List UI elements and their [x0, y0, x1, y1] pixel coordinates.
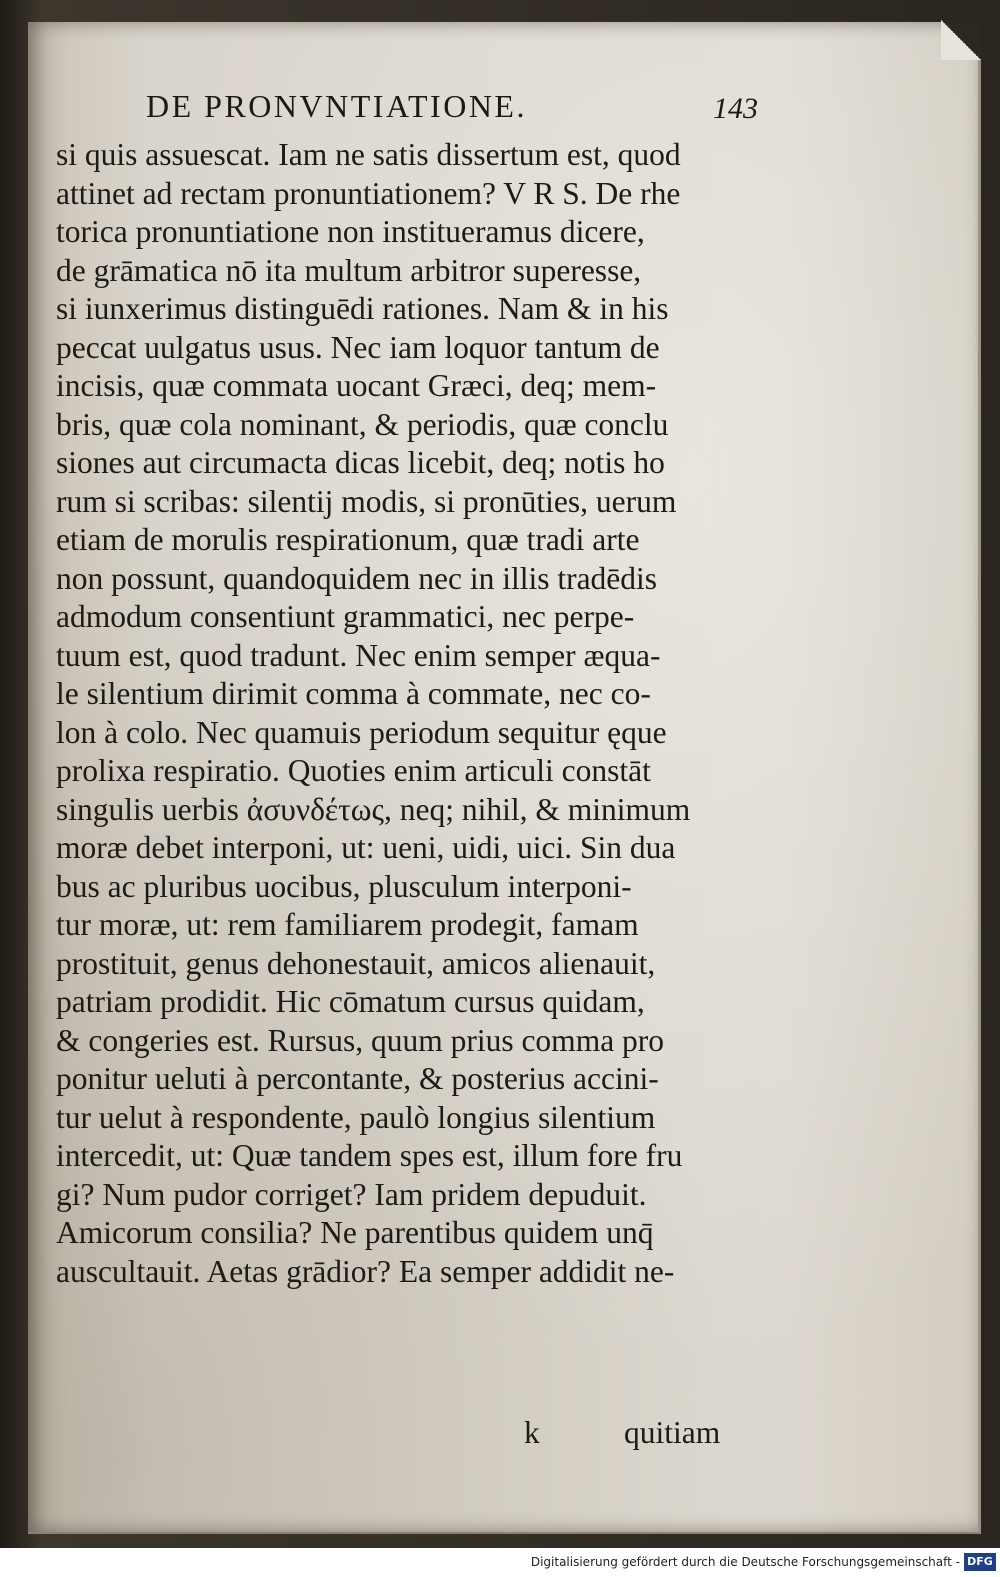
text-line: tur moræ, ut: rem familiarem prodegit, famam	[56, 907, 639, 942]
page-number: 143	[713, 92, 758, 125]
text-line: singulis uerbis ἀσυνδέτως, neq; nihil, & minimum	[56, 791, 691, 827]
text-line: auscultauit. Aetas grādior? Ea semper addidit ne-	[56, 1253, 675, 1289]
catchword-line	[56, 1414, 776, 1454]
text-line: patriam prodidit. Hic cōmatum cursus quidam,	[56, 984, 645, 1019]
text-line: prostituit, genus dehonestauit, amicos alienauit,	[56, 945, 656, 981]
catchword: quitiam	[624, 1415, 721, 1450]
text-line: admodum consentiunt grammatici, nec perpe-	[56, 599, 635, 634]
text-line: prolixa respiratio. Quoties enim articuli constāt	[56, 753, 651, 788]
text-line: siones aut circumacta dicas licebit, deq; notis ho	[56, 445, 665, 480]
text-line: le silentium dirimit comma à commate, nec co-	[56, 676, 651, 711]
text-line: gi? Num pudor corriget? Iam pridem depuduit.	[56, 1176, 647, 1212]
text-line: ponitur ueluti à percontante, & posterius accini-	[56, 1061, 659, 1096]
text-line: & congeries est. Rursus, quum prius comma pro	[56, 1022, 665, 1058]
signature-mark: k	[524, 1415, 540, 1450]
body-text	[56, 136, 776, 1450]
text-line: rum si scribas: silentij modis, si pronūties, uerum	[56, 483, 677, 519]
text-line: moræ debet interponi, ut: ueni, uidi, uici. Sin dua	[56, 830, 676, 865]
text-line: intercedit, ut: Quæ tandem spes est, illum fore fru	[56, 1138, 683, 1173]
folded-page-corner	[941, 20, 981, 60]
text-line: torica pronuntiatione non institueramus dicere,	[56, 214, 645, 249]
text-line: non possunt, quandoquidem nec in illis tradēdis	[56, 560, 658, 596]
text-line: incisis, quæ commata uocant Græci, deq; mem-	[56, 368, 657, 403]
text-line: si iunxerimus distinguēdi rationes. Nam & in his	[56, 291, 669, 326]
text-line: bus ac pluribus uocibus, plusculum interponi-	[56, 868, 632, 904]
text-line: tur uelut à respondente, paulò longius silentium	[56, 1099, 656, 1135]
text-line: attinet ad rectam pronuntiationem? V R S. De rhe	[56, 175, 681, 211]
digitization-footer	[0, 1548, 1000, 1577]
running-head: DE PRONVNTIATIONE.	[146, 88, 527, 124]
text-line: si quis assuescat. Iam ne satis dissertum est, quod	[56, 137, 681, 172]
text-line: bris, quæ cola nominant, & periodis, quæ conclu	[56, 406, 669, 442]
text-line: peccat uulgatus usus. Nec iam loquor tantum de	[56, 329, 660, 365]
text-line: de grāmatica nō ita multum arbitror superesse,	[56, 252, 642, 288]
text-line: tuum est, quod tradunt. Nec enim semper æqua-	[56, 637, 661, 673]
text-line: Amicorum consilia? Ne parentibus quidem unq̄	[56, 1215, 654, 1250]
book-page	[28, 22, 981, 1534]
text-line: lon à colo. Nec quamuis periodum sequitur ęque	[56, 714, 667, 750]
dfg-logo-icon: DFG	[964, 1553, 996, 1571]
funding-notice: Digitalisierung gefördert durch die Deutsche Forschungsgemeinschaft -	[530, 1555, 960, 1569]
text-line: etiam de morulis respirationum, quæ tradi arte	[56, 522, 640, 557]
